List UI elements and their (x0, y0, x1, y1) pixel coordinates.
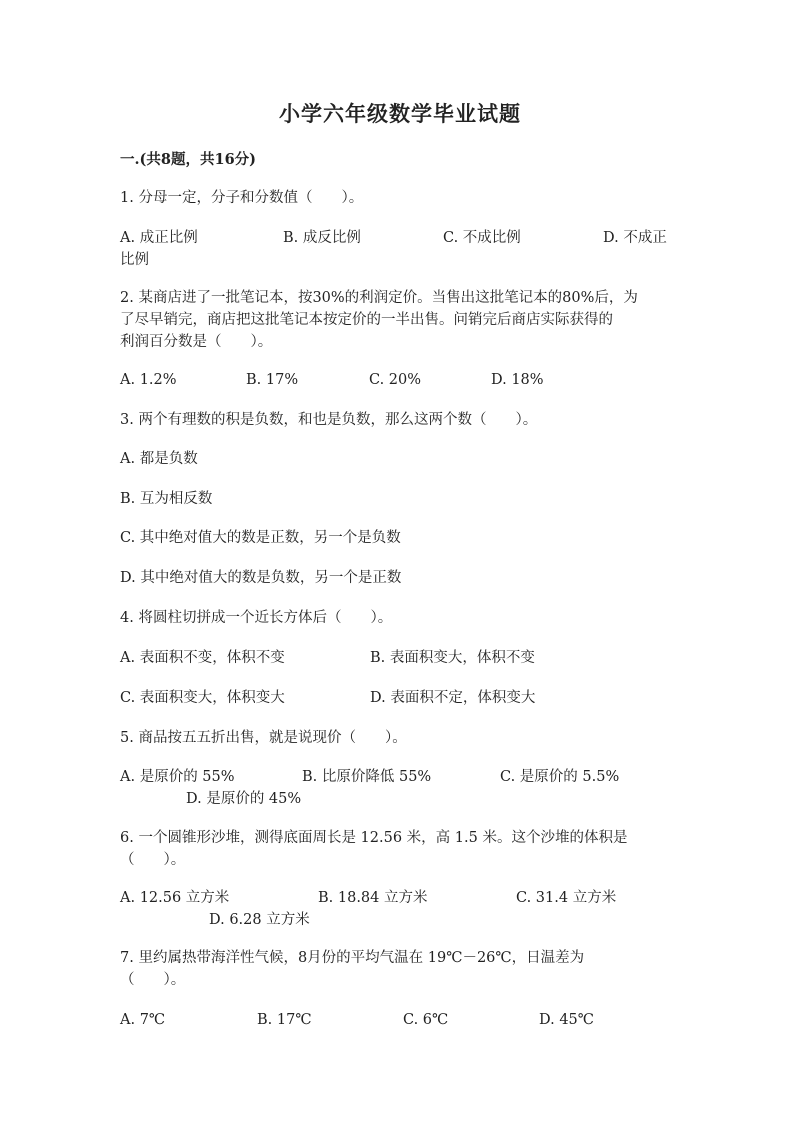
question-1-option-b[interactable]: B. 成反比例 (283, 230, 361, 246)
question-1-option-c[interactable]: C. 不成比例 (443, 230, 521, 246)
question-3-option-b[interactable]: B. 互为相反数 (120, 491, 213, 507)
question-3-option-a[interactable]: A. 都是负数 (120, 451, 198, 467)
question-7-option-d[interactable]: D. 45℃ (539, 1012, 594, 1028)
question-7-stem-line-2: （ ）。 (120, 972, 186, 988)
question-7-option-a[interactable]: A. 7℃ (120, 1012, 166, 1028)
question-6-stem-line-1: 6. 一个圆锥形沙堆，测得底面周长是 12.56 米，高 1.5 米。这个沙堆的体积是 (120, 830, 628, 846)
question-4-option-a[interactable]: A. 表面积不变，体积不变 (120, 650, 285, 666)
question-6-option-c[interactable]: C. 31.4 立方米 (516, 890, 617, 906)
question-6-option-d[interactable]: D. 6.28 立方米 (209, 912, 310, 928)
question-3-option-d[interactable]: D. 其中绝对值大的数是负数，另一个是正数 (120, 570, 402, 586)
question-3-option-c[interactable]: C. 其中绝对值大的数是正数，另一个是负数 (120, 530, 401, 546)
question-2-option-d[interactable]: D. 18% (491, 372, 544, 388)
question-7-option-b[interactable]: B. 17℃ (257, 1012, 312, 1028)
question-2-option-a[interactable]: A. 1.2% (120, 372, 177, 388)
question-2-option-c[interactable]: C. 20% (369, 372, 422, 388)
question-6-option-b[interactable]: B. 18.84 立方米 (318, 890, 428, 906)
question-4-option-c[interactable]: C. 表面积变大，体积变大 (120, 690, 285, 706)
question-1-option-a[interactable]: A. 成正比例 (120, 230, 198, 246)
question-5-option-c[interactable]: C. 是原价的 5.5% (500, 769, 620, 785)
question-1-stem: 1. 分母一定，分子和分数值（ ）。 (120, 190, 364, 206)
question-4-option-d[interactable]: D. 表面积不定，体积变大 (370, 690, 536, 706)
question-5-stem: 5. 商品按五五折出售，就是说现价（ ）。 (120, 730, 407, 746)
question-4-option-b[interactable]: B. 表面积变大，体积不变 (370, 650, 535, 666)
question-5-option-a[interactable]: A. 是原价的 55% (120, 769, 235, 785)
question-2-stem-line-2: 了尽早销完，商店把这批笔记本按定价的一半出售。问销完后商店实际获得的 (120, 312, 613, 328)
question-4-stem: 4. 将圆柱切拼成一个近长方体后（ ）。 (120, 610, 393, 626)
question-6-option-a[interactable]: A. 12.56 立方米 (120, 890, 230, 906)
question-2-stem-line-1: 2. 某商店进了一批笔记本，按30%的利润定价。当售出这批笔记本的80%后，为 (120, 290, 638, 306)
question-2-option-b[interactable]: B. 17% (246, 372, 299, 388)
question-5-option-d[interactable]: D. 是原价的 45% (186, 791, 302, 807)
page-title: 小学六年级数学毕业试题 (279, 101, 521, 126)
question-1-option-d[interactable]: D. 不成正 (603, 230, 667, 246)
question-7-option-c[interactable]: C. 6℃ (403, 1012, 449, 1028)
section-header: 一.(共8题，共16分) (120, 151, 257, 168)
question-2-stem-line-3: 利润百分数是（ ）。 (120, 334, 273, 350)
question-1-option-d-continued: 比例 (120, 252, 149, 268)
question-6-stem-line-2: （ ）。 (120, 852, 186, 868)
question-7-stem-line-1: 7. 里约属热带海洋性气候，8月份的平均气温在 19℃－26℃，日温差为 (120, 950, 585, 966)
question-5-option-b[interactable]: B. 比原价降低 55% (302, 769, 432, 785)
question-3-stem: 3. 两个有理数的积是负数，和也是负数，那么这两个数（ ）。 (120, 412, 538, 428)
